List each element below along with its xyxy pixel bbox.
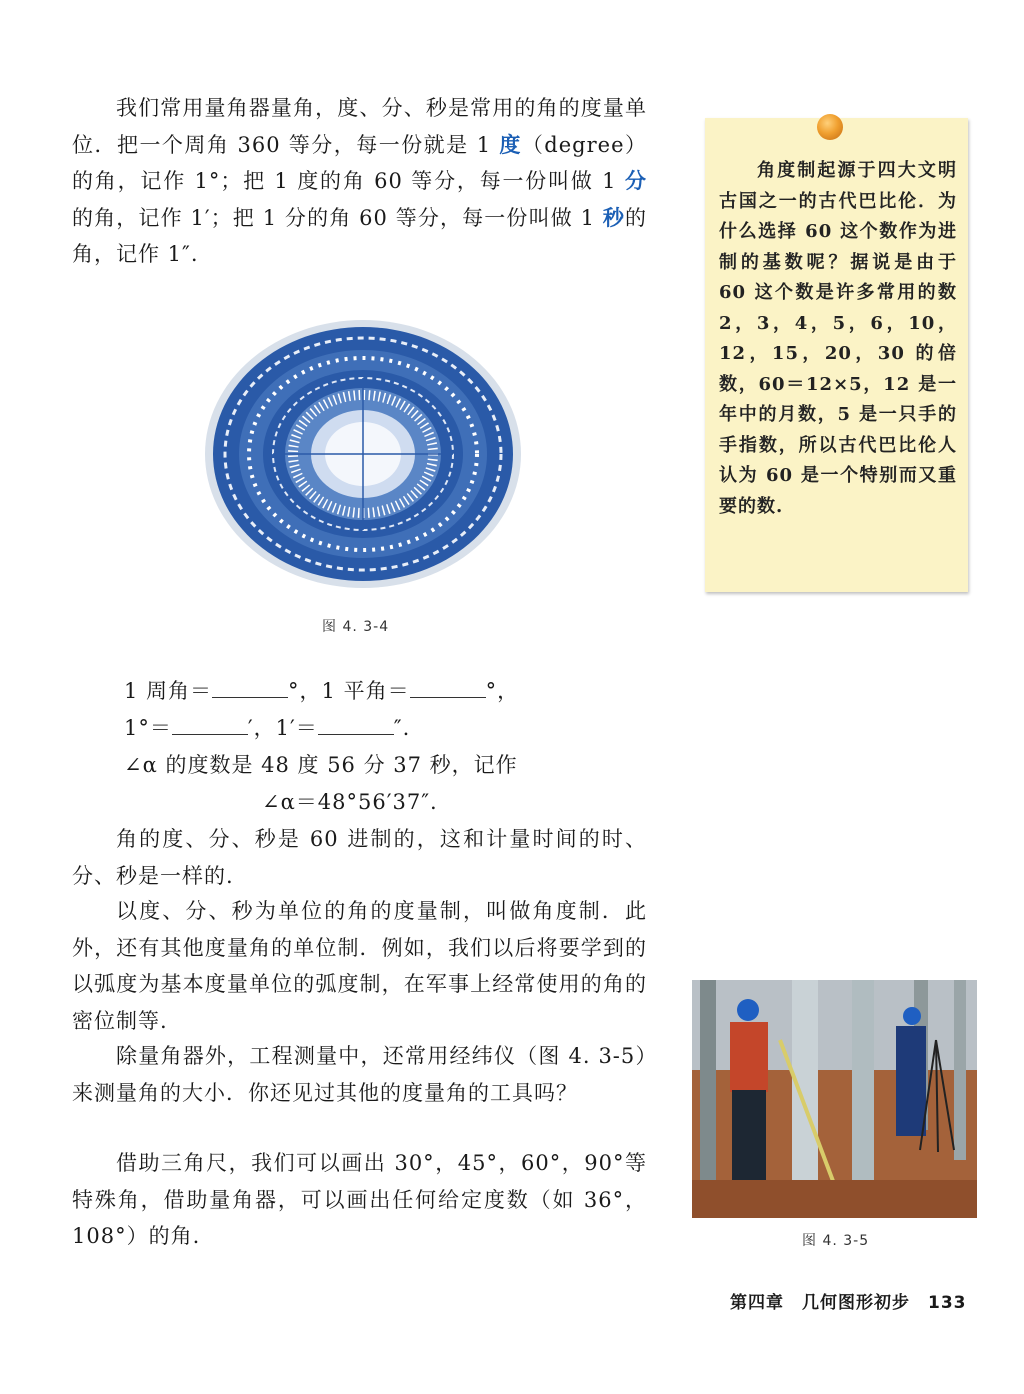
answer-blank[interactable] [410,677,486,698]
figure-caption-4-3-5: 图 4. 3-5 [802,1233,870,1249]
side-note-text: 角度制起源于四大文明古国之一的古代巴比伦．为什么选择 60 这个数作为进制的基数呢？据说是由于 60 这个数是许多常用的数 2，3，4，5，6，10，12，15，20，30 的倍数，60＝12×5，12 是一年中的月数，5 是一只手的手指数，所以古代巴比伦人认为 60 是一个特别而又重要的数. [719,160,957,517]
keyword-second: 秒 [602,204,625,230]
figure-caption-4-3-4: 图 4. 3-4 [322,619,390,635]
exercise-line-1: 1 周角＝ °，1 平角＝ °， [124,679,520,703]
chapter-title: 第四章 几何图形初步 [730,1293,910,1313]
page-number: 133 [928,1293,967,1313]
keyword-minute: 分 [625,168,647,193]
page-footer [730,1288,967,1313]
set-square-paragraph: 借助三角尺，我们可以画出 30°，45°，60°，90°等特殊角，借助量角器，可以画出任何给定度数（如 36°，108°）的角. [72,1151,647,1248]
circular-protractor-image [203,318,523,590]
sexagesimal-paragraph: 角的度、分、秒是 60 进制的，这和计量时间的时、分、秒是一样的. [72,827,647,888]
pushpin-icon [817,114,843,140]
answer-blank[interactable] [172,714,248,735]
answer-blank[interactable] [318,714,394,735]
intro-paragraph: 我们常用量角器量角，度、分、秒是常用的角的度量单位．把一个周角 360 等分，每一份就是 1 度（degree）的角，记作 1°；把 1 度的角 60 等分，每一份叫做 1 分的角，记作 1′；把 1 分的角 60 等分，每一份叫做 1 秒的角，记作 1″. [72,96,647,266]
exercise-line-2: 1°＝ ′，1′＝ ″. [124,716,411,740]
theodolite-paragraph: 除量角器外，工程测量中，还常用经纬仪（图 4. 3-5）来测量角的大小．你还见过其他的度量角的工具吗？ [72,1044,647,1105]
angle-system-paragraph: 以度、分、秒为单位的角的度量制，叫做角度制．此外，还有其他度量角的单位制．例如，我们以后将要学到的以弧度为基本度量单位的弧度制，在军事上经常使用的角的密位制等. [72,899,647,1033]
surveying-photo [692,980,977,1218]
exercise-line-4: ∠α＝48°56′37″. [262,790,438,814]
theodolite-scene-image [692,980,977,1218]
answer-blank[interactable] [212,677,288,698]
exercise-line-3: ∠α 的度数是 48 度 56 分 37 秒，记作 [124,753,518,777]
side-note-box [705,118,968,592]
keyword-degree: 度 [499,131,522,157]
